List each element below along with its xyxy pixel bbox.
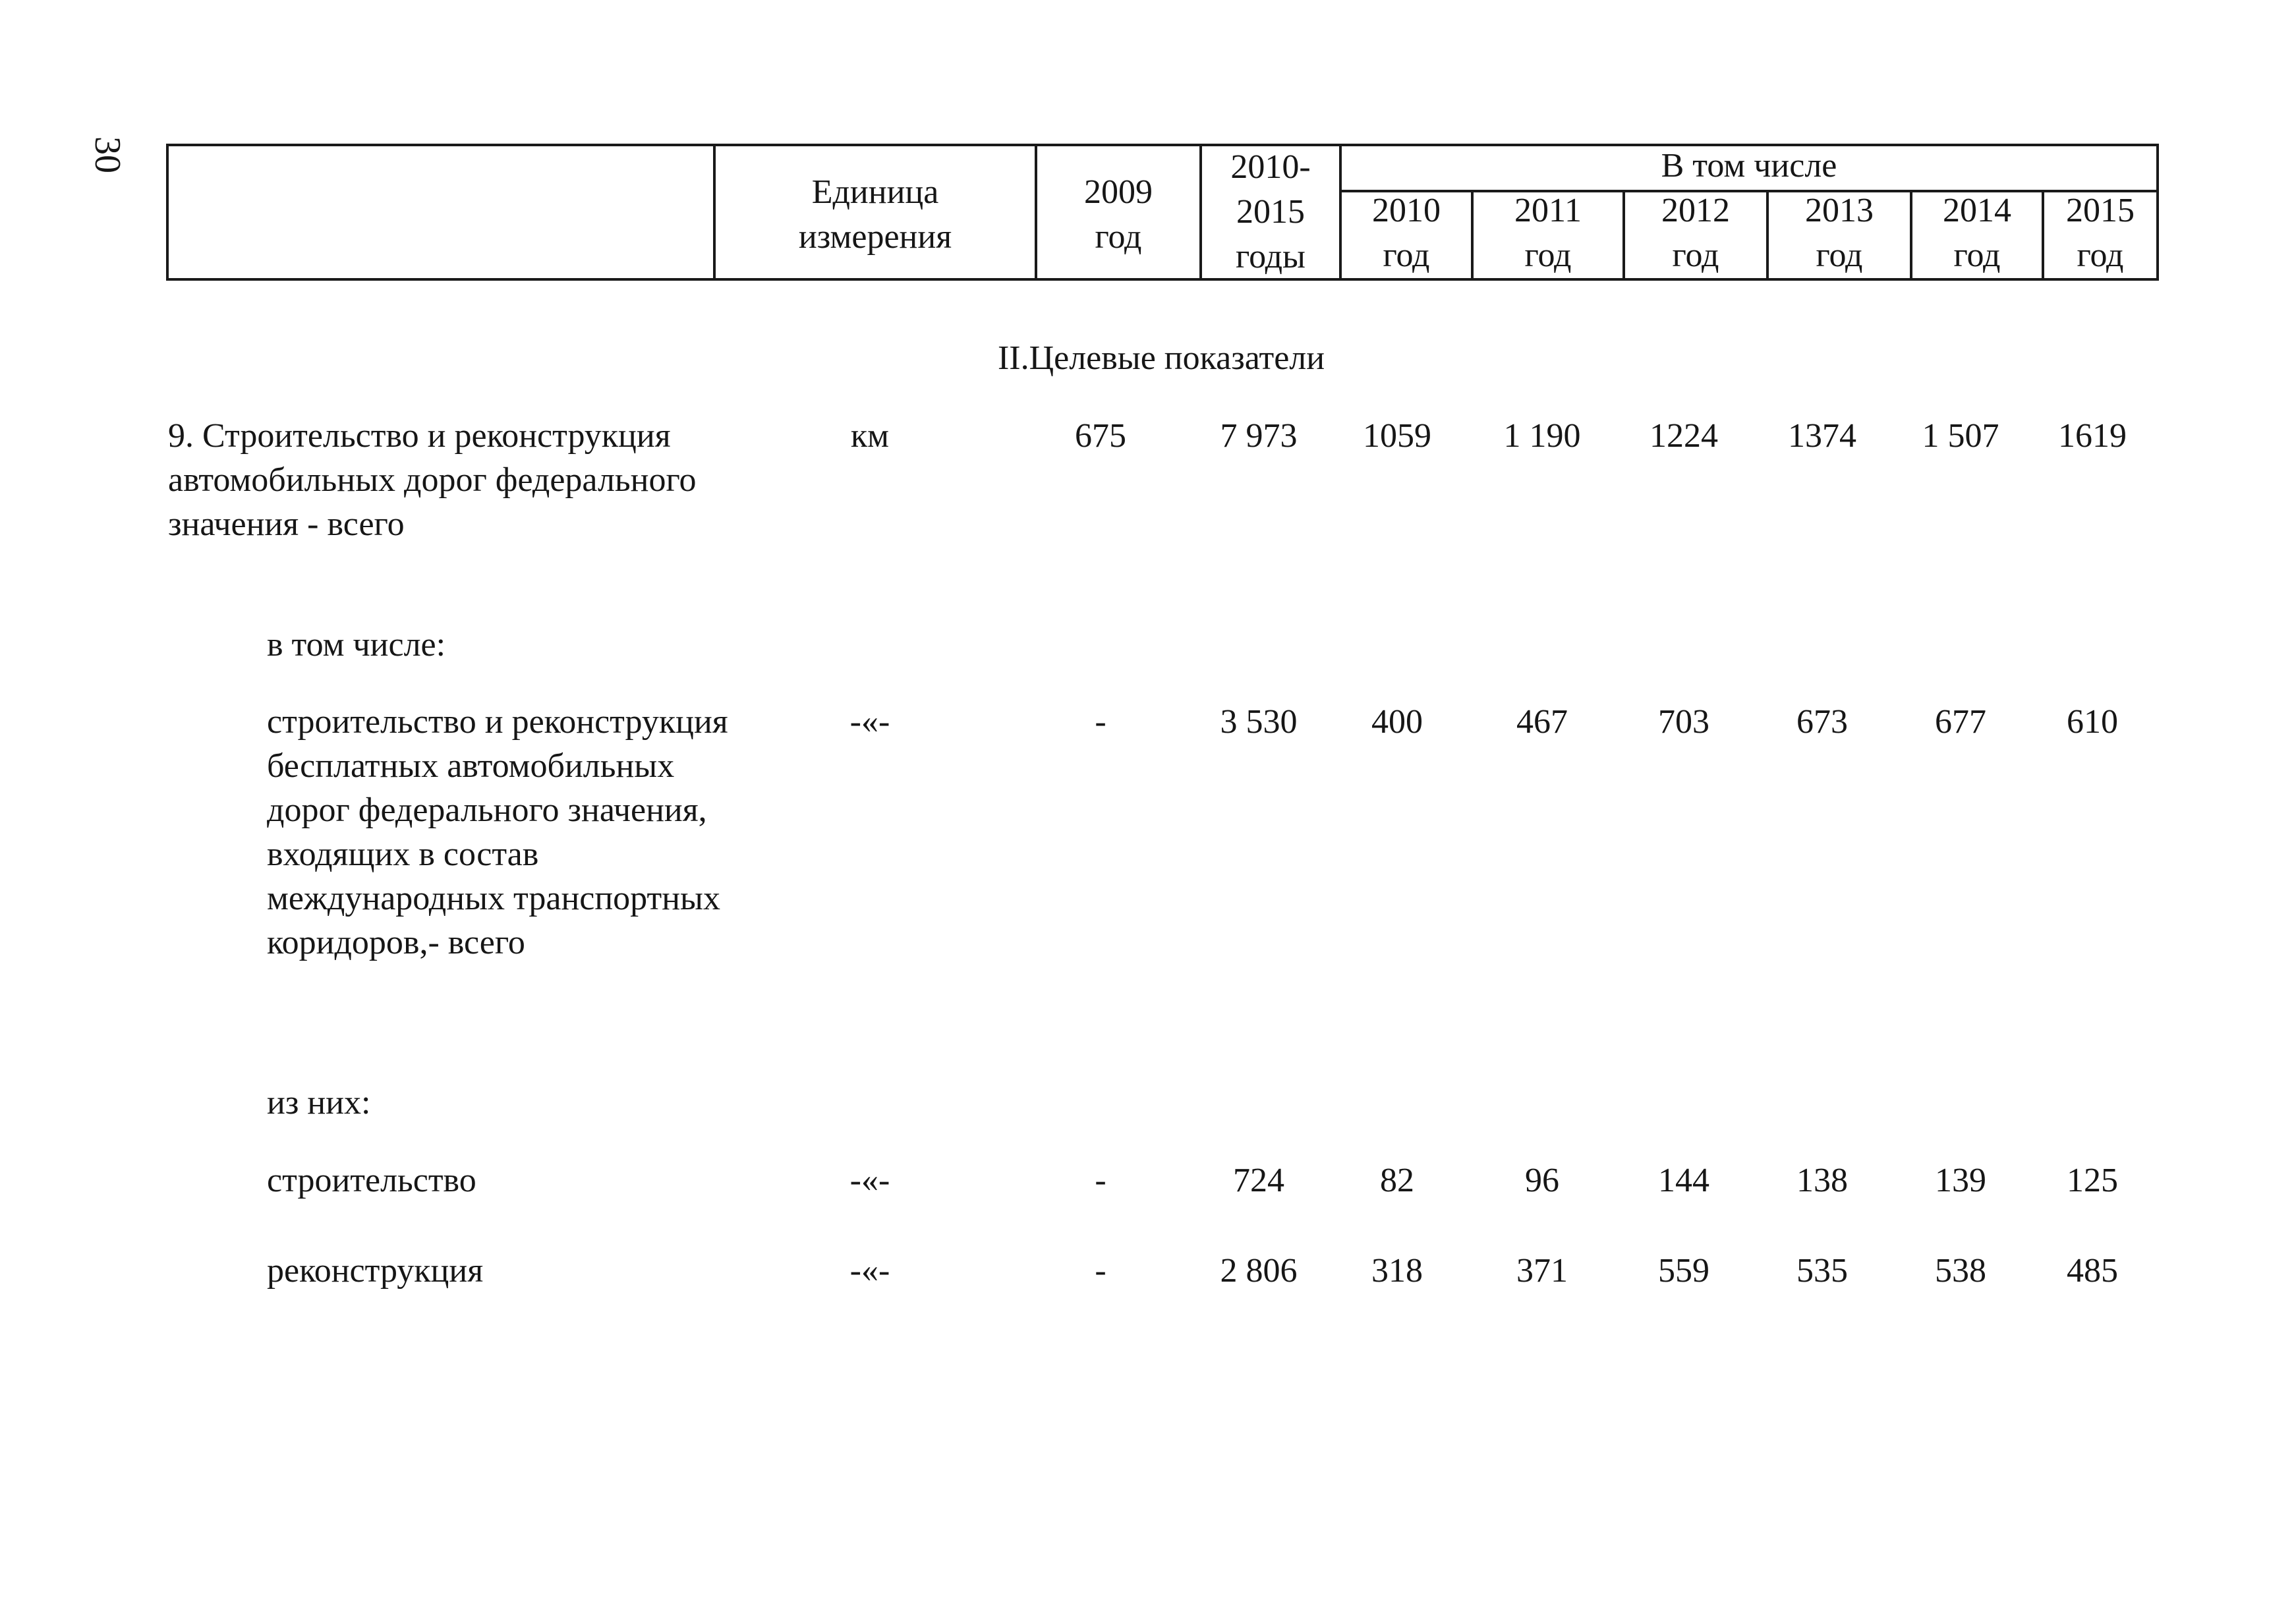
value-2011: 96	[1525, 1162, 1559, 1199]
value-2015: 125	[2067, 1162, 2118, 1199]
unit-header: Единица измерения	[798, 173, 952, 256]
row-label: из них:	[267, 1084, 371, 1122]
unit-cell: км	[850, 417, 890, 455]
row-label: строительство и реконструкция бесплатных автомобильных дорог федерального значения, входящих в состав международных транспортных коридоров,- всего	[267, 703, 728, 961]
year-2009-header: 2009 год	[1084, 173, 1153, 256]
value-total: 3 530	[1220, 703, 1298, 741]
value-2013: 535	[1796, 1252, 1848, 1290]
year-2011-header: 2011 год	[1514, 192, 1582, 274]
value-2015: 1619	[2058, 417, 2127, 455]
row-label: 9. Строительство и реконструкция автомобильных дорог федерального значения - всего	[168, 417, 697, 543]
value-2009: -	[1095, 703, 1106, 741]
value-2014: 538	[1935, 1252, 1986, 1290]
value-2015: 610	[2067, 703, 2118, 741]
including-header: В том числе	[1661, 147, 1837, 185]
section-title: II.Целевые показатели	[997, 339, 1325, 377]
value-2014: 677	[1935, 703, 1986, 741]
value-2009: -	[1095, 1162, 1106, 1199]
value-2011: 371	[1516, 1252, 1568, 1290]
value-2010: 82	[1380, 1162, 1414, 1199]
value-2010: 1059	[1363, 417, 1431, 455]
value-2010: 400	[1371, 703, 1423, 741]
period-header: 2010- 2015 годы	[1230, 148, 1311, 275]
value-2011: 1 190	[1503, 417, 1581, 455]
row-label: реконструкция	[267, 1252, 484, 1290]
value-total: 2 806	[1220, 1252, 1298, 1290]
value-2012: 144	[1658, 1162, 1709, 1199]
unit-cell: -«-	[849, 703, 890, 741]
value-2009: 675	[1075, 417, 1126, 455]
value-2013: 138	[1796, 1162, 1848, 1199]
year-2013-header: 2013 год	[1805, 192, 1874, 274]
value-2010: 318	[1371, 1252, 1423, 1290]
value-2012: 1224	[1650, 417, 1718, 455]
year-2014-header: 2014 год	[1943, 192, 2011, 274]
value-total: 724	[1233, 1162, 1284, 1199]
value-2012: 703	[1658, 703, 1709, 741]
unit-cell: -«-	[849, 1252, 890, 1290]
value-2014: 1 507	[1922, 417, 1999, 455]
page-number: 30	[87, 136, 128, 173]
value-total: 7 973	[1220, 417, 1298, 455]
row-label: строительство	[267, 1162, 476, 1199]
year-2010-header: 2010 год	[1372, 192, 1441, 274]
unit-cell: -«-	[849, 1162, 890, 1199]
value-2013: 1374	[1788, 417, 1856, 455]
value-2012: 559	[1658, 1252, 1709, 1290]
value-2014: 139	[1935, 1162, 1986, 1199]
value-2009: -	[1095, 1252, 1106, 1290]
value-2013: 673	[1796, 703, 1848, 741]
year-2015-header: 2015 год	[2066, 192, 2135, 274]
row-label: в том числе:	[267, 626, 446, 664]
year-2012-header: 2012 год	[1661, 192, 1730, 274]
table-header	[166, 144, 2159, 281]
value-2011: 467	[1516, 703, 1568, 741]
value-2015: 485	[2067, 1252, 2118, 1290]
